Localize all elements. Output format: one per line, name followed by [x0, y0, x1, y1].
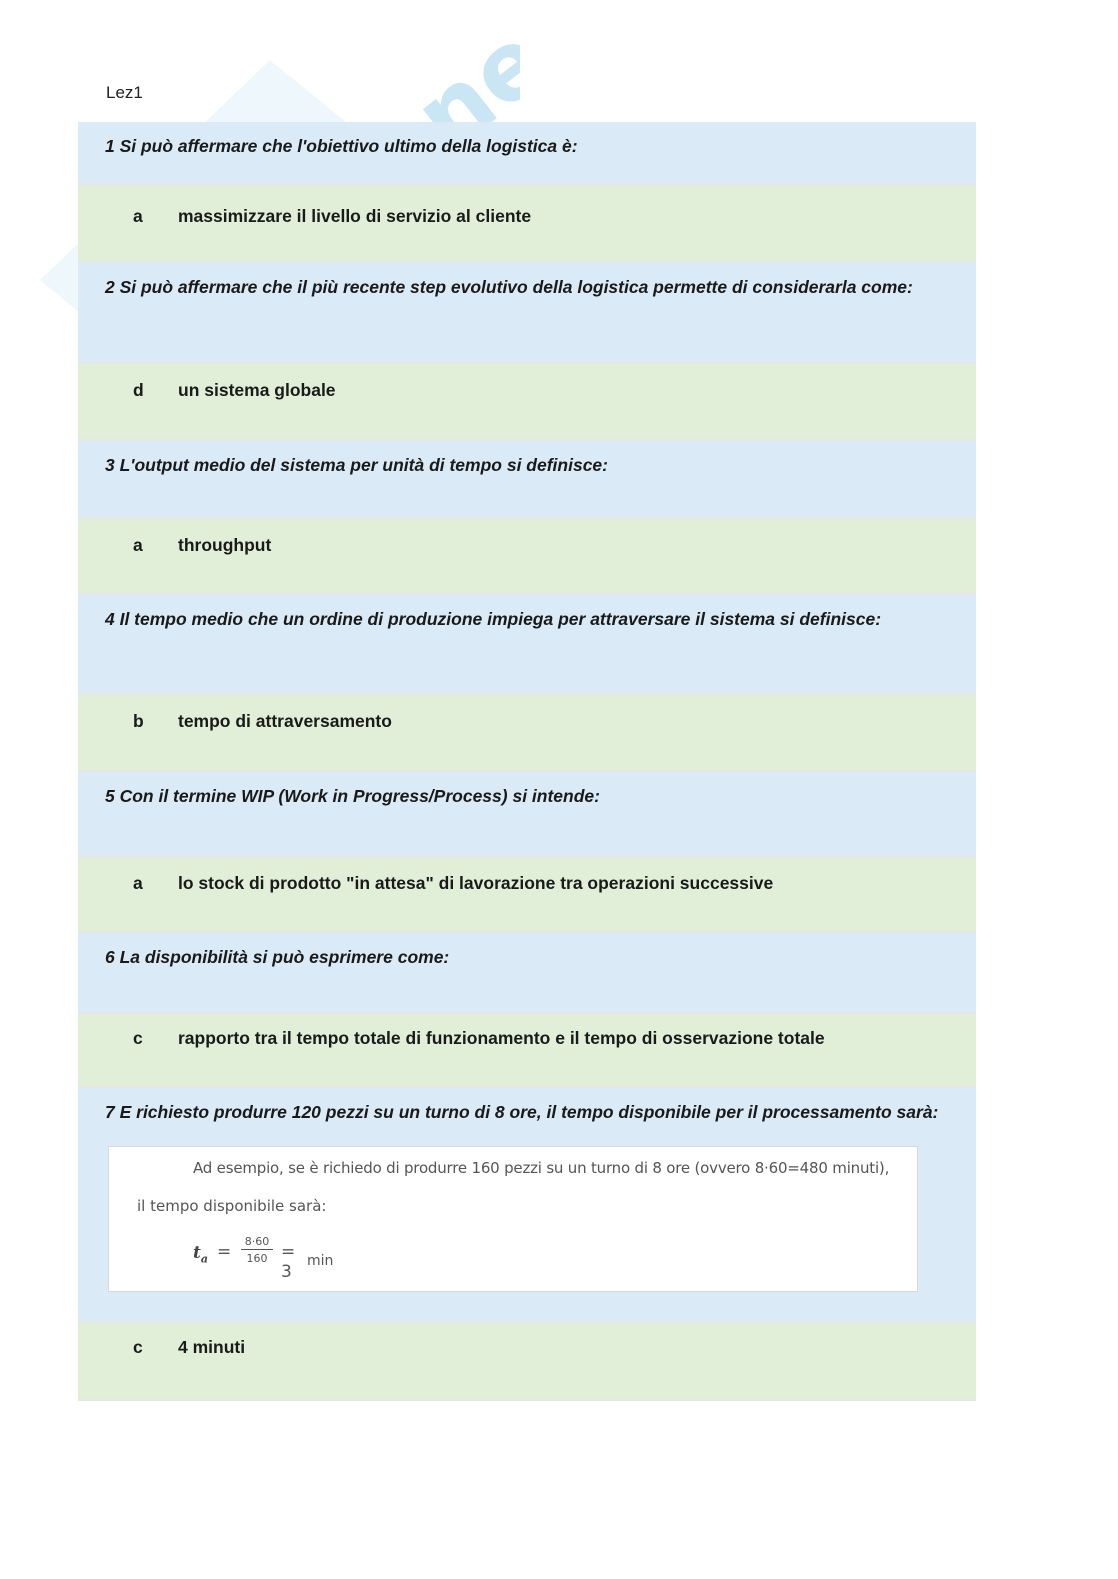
answer-letter: a [133, 535, 143, 555]
answer-row-6 [78, 1014, 976, 1088]
answer-row-1 [78, 186, 976, 263]
answer-letter: b [133, 711, 144, 731]
formula-unit: min [307, 1253, 334, 1269]
answer-text: un sistema globale [178, 380, 336, 400]
question-row-5 [78, 772, 976, 858]
answer-row-7 [78, 1323, 976, 1401]
answer-letter: a [133, 873, 143, 893]
question-text: 2 Si può affermare che il più recente step evolutivo della logistica permette di considerarla come: [105, 277, 913, 297]
example-line-2: il tempo disponibile sarà: [137, 1197, 327, 1215]
formula-equals: = [217, 1242, 232, 1262]
formula-fraction [241, 1235, 273, 1265]
formula-denominator: 160 [246, 1252, 268, 1265]
answer-text: 4 minuti [178, 1337, 246, 1357]
question-text: 3 L'output medio del sistema per unità di tempo si definisce: [105, 455, 608, 475]
answer-letter: c [133, 1337, 143, 1357]
question-text: 1 Si può affermare che l'obiettivo ultimo della logistica è: [105, 136, 578, 156]
question-text: 4 Il tempo medio che un ordine di produzione impiega per attraversare il sistema si definisce: [105, 609, 882, 629]
answer-text: rapporto tra il tempo totale di funzionamento e il tempo di osservazione totale [178, 1028, 825, 1048]
answer-text: tempo di attraversamento [178, 711, 392, 731]
example-line-1: Ad esempio, se è richiedo di produrre 160 pezzi su un turno di 8 ore (ovvero 8·60=480 minuti), [193, 1159, 890, 1177]
question-text: 5 Con il termine WIP (Work in Progress/Process) si intende: [105, 786, 600, 806]
answer-row-3 [78, 519, 976, 595]
question-row-6 [78, 933, 976, 1014]
example-image [108, 1146, 918, 1292]
answer-row-5 [78, 858, 976, 933]
question-row-1 [78, 122, 976, 186]
question-text: 7 E richiesto produrre 120 pezzi su un turno di 8 ore, il tempo disponibile per il processamento sarà: [105, 1102, 939, 1122]
answer-letter: a [133, 206, 143, 226]
answer-letter: d [133, 380, 144, 400]
answer-text: throughput [178, 535, 272, 555]
answer-text: lo stock di prodotto "in attesa" di lavorazione tra operazioni successive [178, 873, 774, 893]
question-row-4 [78, 595, 976, 695]
answer-text: massimizzare il livello di servizio al cliente [178, 206, 532, 226]
formula-result: = 3 [281, 1242, 296, 1282]
formula-symbol: $t_a$ [193, 1243, 208, 1266]
answer-letter: c [133, 1028, 143, 1048]
answer-row-2 [78, 364, 976, 441]
quiz-table [78, 122, 976, 1401]
question-row-2 [78, 263, 976, 364]
question-row-7 [78, 1088, 976, 1323]
answer-row-4 [78, 695, 976, 772]
question-text: 6 La disponibilità si può esprimere come: [105, 947, 450, 967]
question-row-3 [78, 441, 976, 519]
lesson-label: Lez1 [106, 83, 143, 102]
formula-numerator: 8·60 [241, 1235, 273, 1250]
